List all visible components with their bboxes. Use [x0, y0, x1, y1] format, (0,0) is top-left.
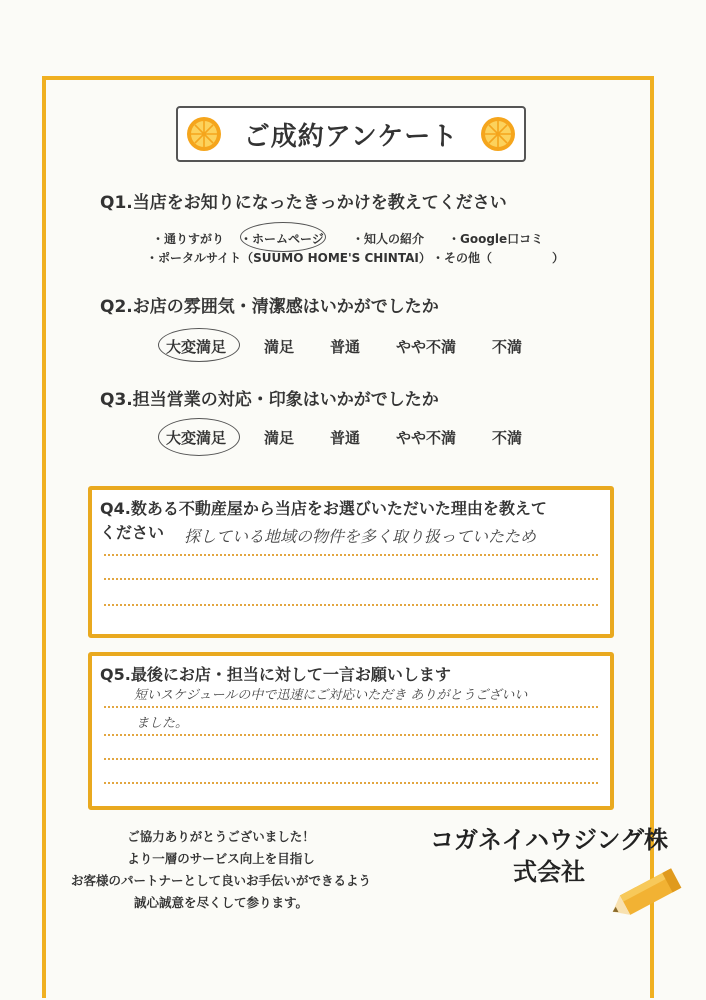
orange-slice-icon: [480, 116, 516, 152]
pencil-icon: [608, 868, 688, 918]
q3-option[interactable]: やや不満: [396, 429, 457, 447]
q4-question: Q4.数ある不動産屋から当店をお選びいただいた理由を教えて: [100, 499, 547, 518]
thanks-line: 誠心誠意を尽くして参ります。: [133, 895, 308, 910]
q1-question: Q1.当店をお知りになったきっかけを教えてください: [100, 193, 507, 213]
q3-option[interactable]: 不満: [492, 429, 523, 447]
q2-option[interactable]: 満足: [264, 338, 295, 356]
selection-circle: [240, 222, 326, 252]
q1-option[interactable]: ・知人の紹介: [352, 232, 425, 246]
company-name-line: コガネイハウジング株: [430, 826, 668, 854]
q5-answer-line2[interactable]: ました。: [136, 716, 189, 731]
selection-circle: [158, 328, 240, 362]
thanks-message: [56, 826, 386, 914]
q2-option-selected[interactable]: 大変満足: [166, 338, 227, 356]
q2-option[interactable]: 普通: [330, 338, 361, 356]
answer-line: [104, 578, 598, 580]
q5-answer-line1[interactable]: 短いスケジュールの中で迅速にご対応いただき ありがとうございい: [134, 688, 528, 703]
q4-box: [88, 486, 614, 638]
q5-question: Q5.最後にお店・担当に対して一言お願いします: [100, 665, 451, 684]
answer-line: [104, 706, 598, 708]
answer-line: [104, 554, 598, 556]
answer-line: [104, 734, 598, 736]
q3-option[interactable]: 満足: [264, 429, 295, 447]
q1-option[interactable]: ・Google口コミ: [448, 232, 544, 246]
q4-question-cont: ください: [100, 523, 165, 542]
q4-answer[interactable]: 探している地域の物件を多く取り扱っていたため: [184, 527, 537, 546]
q5-box: [88, 652, 614, 810]
q1-option-selected[interactable]: ・ホームページ: [240, 232, 324, 246]
answer-line: [104, 758, 598, 760]
q3-option[interactable]: 普通: [330, 429, 361, 447]
q2-option[interactable]: 不満: [492, 338, 523, 356]
q1-option[interactable]: ・通りすがり: [152, 232, 225, 246]
thanks-line: ご協力ありがとうございました！: [127, 829, 315, 844]
answer-line: [104, 782, 598, 784]
q3-option-selected[interactable]: 大変満足: [166, 429, 227, 447]
q3-question: Q3.担当営業の対応・印象はいかがでしたか: [100, 390, 439, 410]
q1-option[interactable]: ・ポータルサイト（SUUMO HOME'S CHINTAI）: [146, 251, 431, 265]
answer-line: [104, 604, 598, 606]
company-name-line: 式会社: [513, 858, 585, 886]
title-box: [176, 106, 526, 162]
selection-circle: [158, 418, 240, 456]
thanks-line: より一層のサービス向上を目指し: [127, 851, 315, 866]
q1-option[interactable]: ・その他（ ）: [432, 251, 565, 265]
page-title: ご成約アンケート: [243, 122, 459, 152]
q2-option[interactable]: やや不満: [396, 338, 457, 356]
q2-question: Q2.お店の雰囲気・清潔感はいかがでしたか: [100, 297, 439, 317]
thanks-line: お客様のパートナーとして良いお手伝いができるよう: [70, 873, 371, 888]
